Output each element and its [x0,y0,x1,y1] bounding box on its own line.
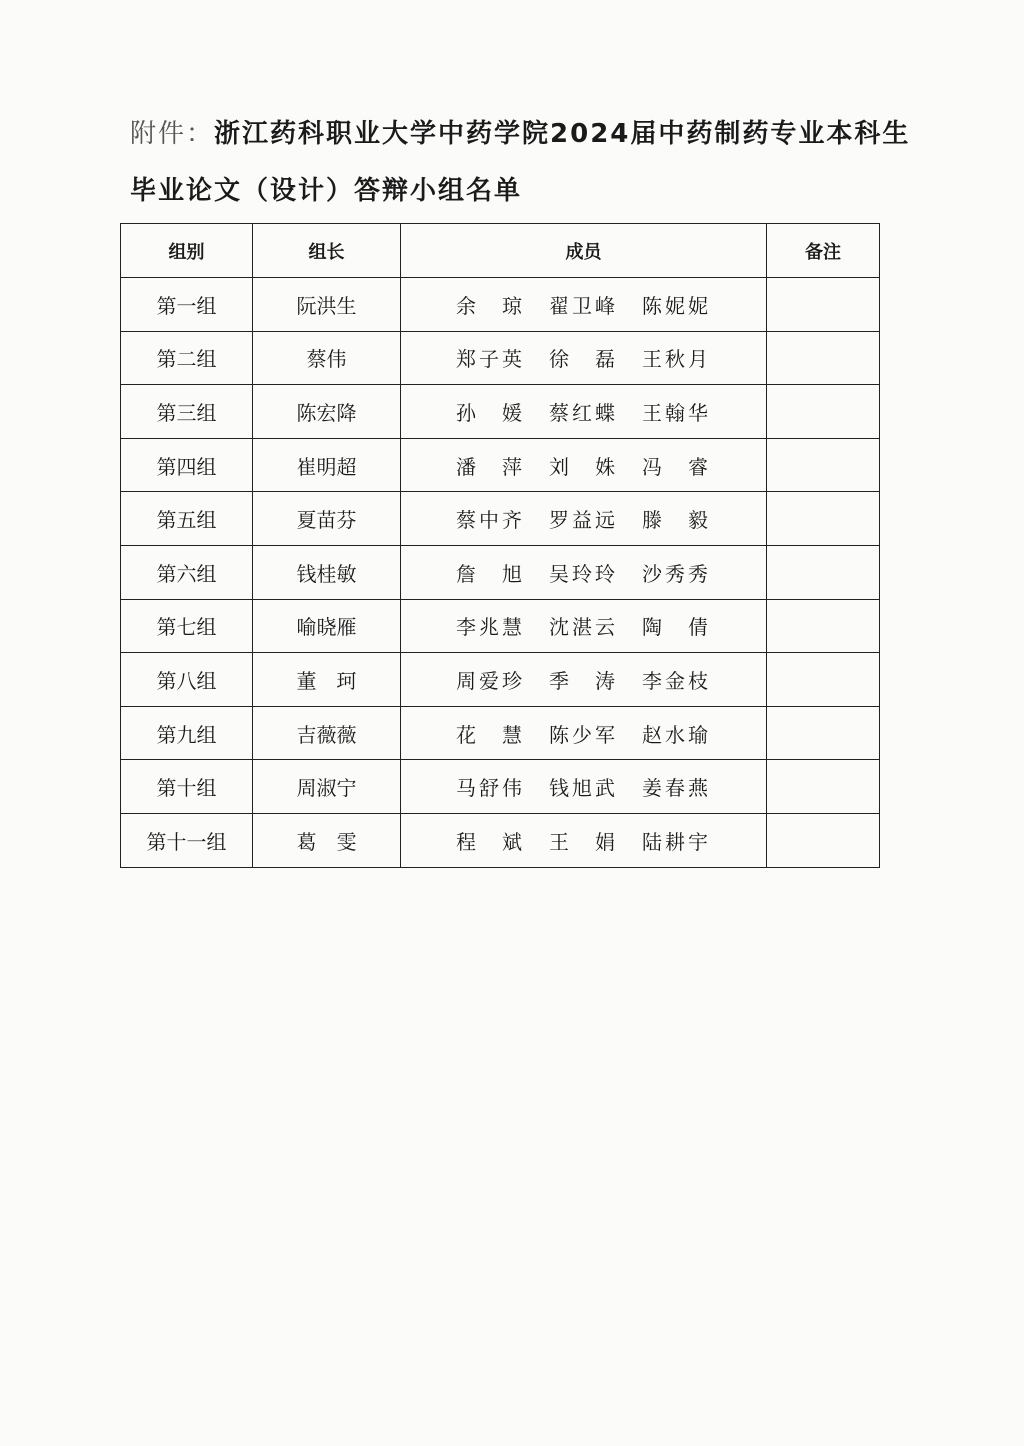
member-name: 沙秀秀 [642,561,711,586]
leader-cell: 夏苗芬 [253,492,401,546]
note-cell [767,599,880,653]
leader-cell: 钱桂敏 [253,545,401,599]
note-cell [767,492,880,546]
note-cell [767,438,880,492]
member-name: 陈妮妮 [642,293,711,318]
member-name: 吴玲玲 [549,561,618,586]
table-row [121,331,880,385]
member-name: 王 娟 [549,829,618,854]
member-name: 徐 磊 [549,347,618,372]
group-cell: 第七组 [121,599,253,653]
document-title-line-2: 毕业论文（设计）答辩小组名单 [130,176,523,206]
table-row [121,278,880,332]
group-cell: 第十一组 [121,813,253,867]
member-name: 陶 倩 [642,615,711,640]
member-name: 滕 毅 [642,508,711,533]
leader-cell: 蔡伟 [253,331,401,385]
member-name: 孙 媛 [456,400,525,425]
members-cell [401,278,767,332]
header-leader: 组长 [253,224,401,278]
title-main: 浙江药科职业大学中药学院2024届中药制药专业本科生 [214,119,911,149]
member-name: 王秋月 [642,347,711,372]
header-note: 备注 [767,224,880,278]
note-cell [767,331,880,385]
table-row [121,653,880,707]
group-cell: 第二组 [121,331,253,385]
document-title-line-1 [130,113,910,150]
note-cell [767,545,880,599]
member-name: 刘 姝 [549,454,618,479]
group-cell: 第八组 [121,653,253,707]
members-cell [401,545,767,599]
member-name: 赵水瑜 [642,722,711,747]
member-name: 季 涛 [549,668,618,693]
leader-cell: 吉薇薇 [253,706,401,760]
group-cell: 第三组 [121,385,253,439]
member-name: 花 慧 [456,722,525,747]
member-name: 李兆慧 [456,615,525,640]
table-row [121,545,880,599]
header-group: 组别 [121,224,253,278]
table-row [121,706,880,760]
note-cell [767,653,880,707]
member-name: 周爱珍 [456,668,525,693]
member-name: 蔡中齐 [456,508,525,533]
leader-cell: 喻晓雁 [253,599,401,653]
members-cell [401,438,767,492]
table-body [121,278,880,868]
note-cell [767,278,880,332]
members-cell [401,492,767,546]
member-name: 钱旭武 [549,776,618,801]
table-row [121,385,880,439]
members-cell [401,706,767,760]
note-cell [767,813,880,867]
table-row [121,813,880,867]
member-name: 程 斌 [456,829,525,854]
group-cell: 第四组 [121,438,253,492]
leader-cell: 董 珂 [253,653,401,707]
members-cell [401,760,767,814]
member-name: 余 琼 [456,293,525,318]
member-name: 姜春燕 [642,776,711,801]
member-name: 陆耕宇 [642,829,711,854]
members-cell [401,331,767,385]
table-row [121,599,880,653]
members-cell [401,813,767,867]
member-name: 蔡红蝶 [549,400,618,425]
group-cell: 第六组 [121,545,253,599]
header-members: 成员 [401,224,767,278]
member-name: 郑子英 [456,347,525,372]
group-cell: 第一组 [121,278,253,332]
members-cell [401,385,767,439]
member-name: 王翰华 [642,400,711,425]
table-row [121,438,880,492]
note-cell [767,760,880,814]
table-row [121,492,880,546]
member-name: 李金枝 [642,668,711,693]
title-prefix: 附件： [130,119,215,149]
note-cell [767,385,880,439]
member-name: 詹 旭 [456,561,525,586]
group-cell: 第五组 [121,492,253,546]
table-header-row [121,224,880,278]
leader-cell: 陈宏降 [253,385,401,439]
member-name: 罗益远 [549,508,618,533]
leader-cell: 葛 雯 [253,813,401,867]
defense-group-table [120,223,880,868]
member-name: 潘 萍 [456,454,525,479]
leader-cell: 周淑宁 [253,760,401,814]
leader-cell: 崔明超 [253,438,401,492]
table-row [121,760,880,814]
members-cell [401,599,767,653]
note-cell [767,706,880,760]
group-cell: 第十组 [121,760,253,814]
member-name: 马舒伟 [456,776,525,801]
member-name: 翟卫峰 [549,293,618,318]
member-name: 陈少军 [549,722,618,747]
member-name: 冯 睿 [642,454,711,479]
leader-cell: 阮洪生 [253,278,401,332]
members-cell [401,653,767,707]
group-cell: 第九组 [121,706,253,760]
member-name: 沈湛云 [549,615,618,640]
